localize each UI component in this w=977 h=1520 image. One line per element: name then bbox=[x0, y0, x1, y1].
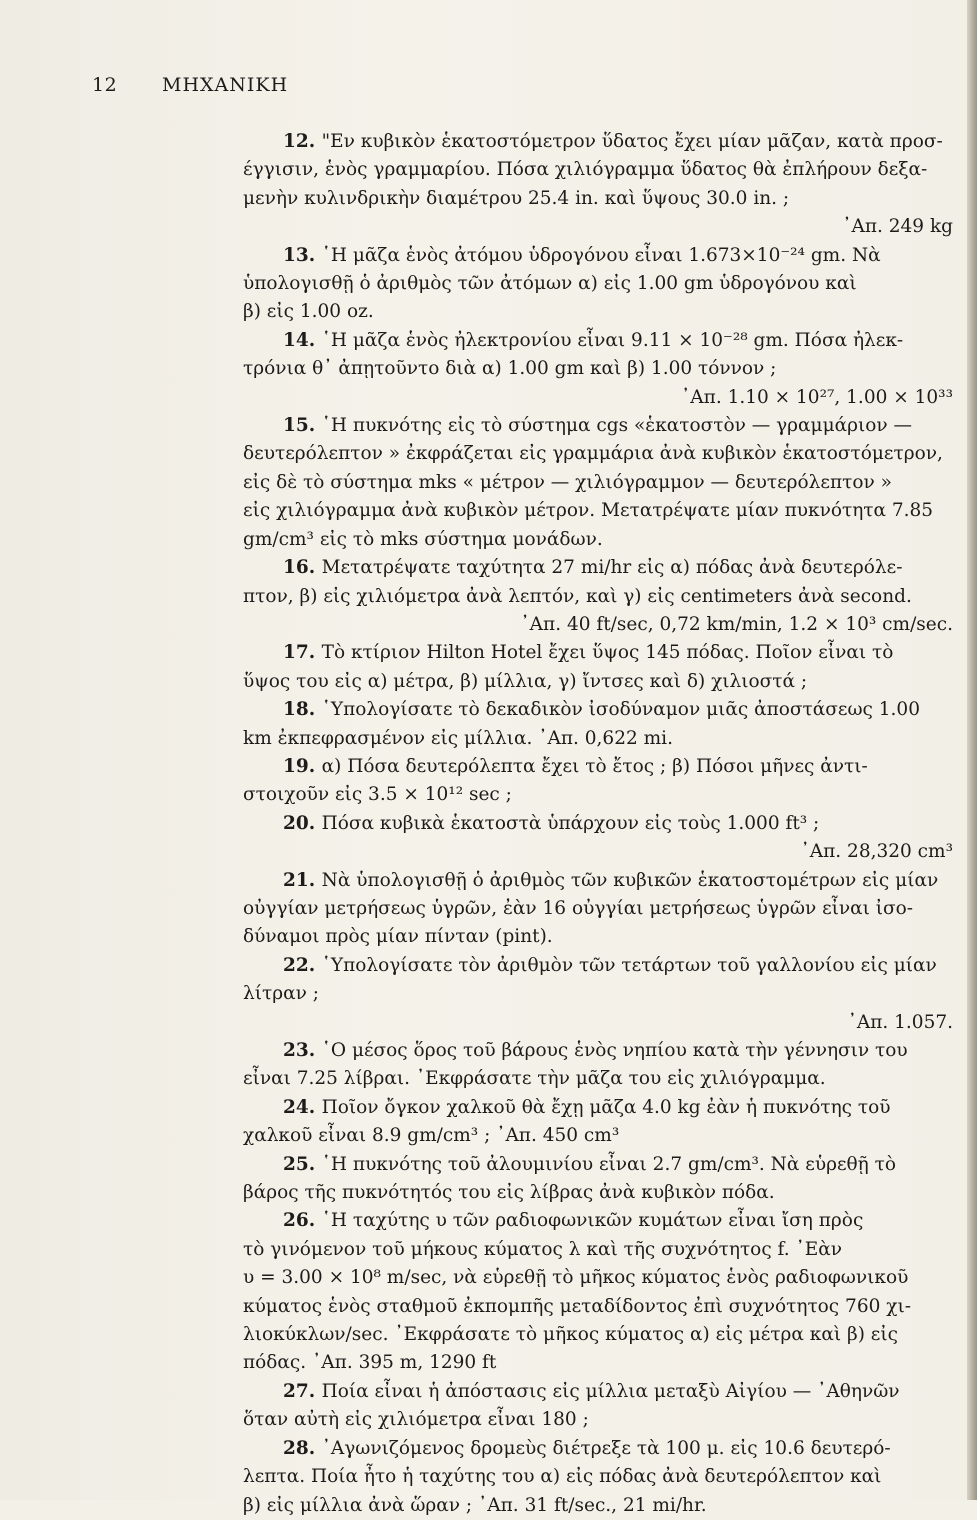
problem-item bbox=[243, 1151, 957, 1208]
problem-text: μενὴν κυλινδρικὴν διαμέτρου 25.4 in. καὶ ὕψους 30.0 in. ; bbox=[243, 187, 790, 209]
problem-item bbox=[243, 639, 957, 696]
problem-text: στοιχοῦν εἰς 3.5 × 10¹² sec ; bbox=[243, 784, 512, 806]
problem-text: "Εν κυβικὸν ἑκατοστόμετρον ὕδατος ἔχει μίαν μᾶζαν, κατὰ προσ- bbox=[321, 131, 943, 152]
problem-answer: ᾽Απ. 249 kg bbox=[842, 216, 953, 238]
problem-text-line bbox=[243, 1463, 957, 1491]
problem-item bbox=[243, 867, 957, 952]
problem-text: δύναμοι πρὸς μίαν πίνταν (pint). bbox=[243, 926, 553, 948]
problem-text: Ποία εἶναι ἡ ἀπόστασις εἰς μίλλια μεταξὺ Αἰγίου — ᾽Αθηνῶν bbox=[321, 1380, 900, 1402]
problem-text: υ = 3.00 × 10⁸ m/sec, νὰ εὑρεθῇ τὸ μῆκος κύματος ἑνὸς ραδιοφωνικοῦ bbox=[243, 1267, 909, 1289]
problem-text: λεπτα. Ποία ἦτο ἡ ταχύτης του α) εἰς πόδας ἀνὰ δευτερόλεπτον καὶ bbox=[243, 1466, 882, 1488]
problem-text-line bbox=[243, 810, 957, 838]
problem-answer: ᾽Απ. 1.10 × 10²⁷, 1.00 × 10³³ bbox=[681, 386, 953, 408]
problem-text-line bbox=[243, 526, 957, 554]
problem-text-line bbox=[243, 1435, 957, 1463]
page-header bbox=[92, 74, 952, 104]
problem-number: 22. bbox=[283, 954, 322, 976]
problem-item bbox=[243, 128, 957, 242]
problem-text-line bbox=[243, 440, 957, 468]
problem-text-line bbox=[243, 1151, 957, 1179]
problem-text: βάρος τῆς πυκνότητός του εἰς λίβρας ἀνὰ κυβικὸν πόδα. bbox=[243, 1182, 775, 1204]
problem-text-line bbox=[243, 668, 957, 696]
problem-item bbox=[243, 1094, 957, 1151]
problem-answer: ᾽Απ. 1.057. bbox=[847, 1011, 953, 1033]
problem-text: ᾽Αγωνιζόμενος δρομεὺς διέτρεξε τὰ 100 μ. εἰς 10.6 δευτερό- bbox=[321, 1437, 891, 1459]
problem-number: 24. bbox=[283, 1096, 322, 1118]
problem-text: ῾Ο μέσος ὅρος τοῦ βάρους ἑνὸς νηπίου κατὰ τὴν γέννησιν του bbox=[321, 1040, 908, 1061]
problem-text: α) Πόσα δευτερόλεπτα ἔχει τὸ ἔτος ; β) Πόσοι μῆνες ἀντι- bbox=[321, 755, 868, 777]
problem-number: 14. bbox=[283, 329, 322, 351]
problem-text-line bbox=[243, 1236, 957, 1264]
problem-number: 27. bbox=[283, 1380, 322, 1402]
problem-text: πόδας. ᾽Απ. 395 m, 1290 ft bbox=[243, 1352, 497, 1374]
problem-item bbox=[243, 1037, 957, 1094]
problem-text-line bbox=[243, 298, 957, 326]
problem-number: 16. bbox=[283, 557, 322, 579]
problem-text-line bbox=[243, 1378, 957, 1406]
problem-text-line bbox=[243, 696, 957, 724]
problem-text-line bbox=[243, 327, 957, 355]
problem-text-line bbox=[243, 412, 957, 440]
problem-text: έγγισιν, ἑνὸς γραμμαρίου. Πόσα χιλιόγραμμα ὕδατος θὰ ἐπλήρουν δεξα- bbox=[243, 159, 928, 181]
problem-text: ῾Η μᾶζα ἑνὸς ἀτόμου ὑδρογόνου εἶναι 1.673×10⁻²⁴ gm. Νὰ bbox=[321, 244, 881, 266]
problem-text-line bbox=[243, 128, 957, 156]
problem-text: ῾Υπολογίσατε τὸ δεκαδικὸν ἰσοδύναμον μιᾶς ἀποστάσεως 1.00 bbox=[321, 699, 920, 721]
problem-text: km ἐκπεφρασμένον εἰς μίλλια. ᾽Απ. 0,622 mi. bbox=[243, 727, 673, 749]
problem-text: εἰς δὲ τὸ σύστημα mks « μέτρον — χιλιόγραμμον — δευτερόλεπτον » bbox=[243, 471, 892, 493]
problem-text-line bbox=[243, 725, 957, 753]
problem-number: 19. bbox=[283, 755, 322, 777]
problem-answer: ᾽Απ. 28,320 cm³ bbox=[800, 841, 953, 863]
problem-text-line bbox=[243, 156, 957, 184]
problem-item bbox=[243, 753, 957, 810]
problem-item bbox=[243, 242, 957, 327]
problem-text: τὸ γινόμενον τοῦ μήκους κύματος λ καὶ τῆς συχνότητος f. ᾽Εὰν bbox=[243, 1238, 843, 1260]
problem-number: 15. bbox=[283, 415, 322, 437]
problem-number: 26. bbox=[283, 1210, 322, 1232]
problem-text: ὑπολογισθῇ ὁ ἀριθμὸς τῶν ἀτόμων α) εἰς 1.00 gm ὑδρογόνου καὶ bbox=[243, 273, 857, 295]
problem-number: 28. bbox=[283, 1437, 322, 1459]
problem-text-line bbox=[243, 583, 957, 611]
problems-list bbox=[243, 128, 957, 1520]
problem-text: β) εἰς μίλλια ἀνὰ ὥραν ; ᾽Απ. 31 ft/sec., 21 mi/hr. bbox=[243, 1494, 707, 1516]
problem-number: 25. bbox=[283, 1153, 322, 1175]
problem-text: εἶναι 7.25 λίβραι. ᾽Εκφράσατε τὴν μᾶζα του εἰς χιλιόγραμμα. bbox=[243, 1068, 826, 1090]
problem-text: ῾Η πυκνότης τοῦ ἀλουμινίου εἶναι 2.7 gm/cm³. Νὰ εὑρεθῇ τὸ bbox=[321, 1153, 896, 1175]
problem-item bbox=[243, 554, 957, 639]
problem-text: οὐγγίαν μετρήσεως ὑγρῶν, ἐὰν 16 οὐγγίαι μετρήσεως ὑγρῶν εἶναι ἰσο- bbox=[243, 897, 914, 919]
problem-text: ὅταν αὐτὴ εἰς χιλιόμετρα εἶναι 180 ; bbox=[243, 1409, 589, 1431]
problem-text: ὕψος του εἰς α) μέτρα, β) μίλλια, γ) ἴντσες καὶ δ) χιλιοστά ; bbox=[243, 670, 808, 692]
problem-number: 20. bbox=[283, 812, 322, 834]
problem-text: ῾Υπολογίσατε τὸν ἀριθμὸν τῶν τετάρτων τοῦ γαλλονίου εἰς μίαν bbox=[321, 954, 937, 976]
problem-text-line bbox=[243, 242, 957, 270]
problem-text-line bbox=[243, 1406, 957, 1434]
problem-text: Μετατρέψατε ταχύτητα 27 mi/hr εἰς α) πόδας ἀνὰ δευτερόλε- bbox=[321, 557, 903, 579]
problem-item bbox=[243, 1378, 957, 1435]
problem-text-line bbox=[243, 469, 957, 497]
problem-item bbox=[243, 327, 957, 412]
problem-text: δευτερόλεπτον » ἐκφράζεται εἰς γραμμάρια ἀνὰ κυβικὸν ἑκατοστόμετρον, bbox=[243, 443, 943, 465]
problem-text-line bbox=[243, 270, 957, 298]
problem-text: Νὰ ὑπολογισθῇ ὁ ἀριθμὸς τῶν κυβικῶν ἑκατοστομέτρων εἰς μίαν bbox=[321, 869, 939, 891]
problem-number: 12. bbox=[283, 131, 322, 152]
problem-text-line bbox=[243, 1122, 957, 1150]
page-title: ΜΗΧΑΝΙΚΗ bbox=[162, 74, 289, 96]
problem-text: gm/cm³ εἰς τὸ mks σύστημα μονάδων. bbox=[243, 528, 603, 550]
problem-text: τρόνια θ᾽ ἀπῃτοῦντο διὰ α) 1.00 gm καὶ β) 1.00 τόννον ; bbox=[243, 358, 777, 380]
problem-number: 13. bbox=[283, 244, 322, 266]
problem-number: 23. bbox=[283, 1040, 322, 1061]
problem-text-line bbox=[243, 1293, 957, 1321]
problem-text: λίτραν ; bbox=[243, 983, 319, 1005]
problem-text: Ποῖον ὄγκον χαλκοῦ θὰ ἔχῃ μᾶζα 4.0 kg ἐὰν ἡ πυκνότης τοῦ bbox=[321, 1096, 891, 1118]
problem-text: ῾Η ταχύτης υ τῶν ραδιοφωνικῶν κυμάτων εἶναι ἴση πρὸς bbox=[321, 1210, 864, 1232]
problem-text: πτον, β) εἰς χιλιόμετρα ἀνὰ λεπτόν, καὶ γ) εἰς centimeters ἀνὰ second. bbox=[243, 585, 912, 607]
problem-item bbox=[243, 412, 957, 554]
problem-text-line bbox=[243, 1094, 957, 1122]
problem-text-line bbox=[243, 1207, 957, 1235]
problem-number: 18. bbox=[283, 699, 322, 721]
problem-text-line bbox=[243, 923, 957, 951]
problem-text-line bbox=[243, 1349, 957, 1377]
problem-item bbox=[243, 952, 957, 1037]
problem-text-line bbox=[243, 639, 957, 667]
problem-text-line bbox=[243, 1264, 957, 1292]
problem-text-line bbox=[243, 554, 957, 582]
problem-text-line bbox=[243, 952, 957, 980]
problem-item bbox=[243, 696, 957, 753]
problem-item bbox=[243, 1435, 957, 1520]
page-number: 12 bbox=[92, 74, 118, 96]
problem-text-line bbox=[243, 1321, 957, 1349]
problem-text-line bbox=[243, 895, 957, 923]
problem-text-line bbox=[243, 980, 957, 1008]
problem-text: ῾Η μᾶζα ἑνὸς ἠλεκτρονίου εἶναι 9.11 × 10⁻²⁸ gm. Πόσα ἠλεκ- bbox=[321, 329, 904, 351]
problem-text: λιοκύκλων/sec. ᾽Εκφράσατε τὸ μῆκος κύματος α) εἰς μέτρα καὶ β) εἰς bbox=[243, 1324, 898, 1346]
problem-text: Πόσα κυβικὰ ἑκατοστὰ ὑπάρχουν εἰς τοὺς 1.000 ft³ ; bbox=[321, 812, 820, 834]
problem-text-line bbox=[243, 781, 957, 809]
problem-text-line bbox=[243, 185, 957, 213]
problem-text-line bbox=[243, 1179, 957, 1207]
problem-item bbox=[243, 1207, 957, 1377]
problem-text-line bbox=[243, 1492, 957, 1520]
problem-text: β) εἰς 1.00 oz. bbox=[243, 301, 374, 323]
problem-text-line bbox=[243, 1065, 957, 1093]
problem-text-line bbox=[243, 497, 957, 525]
problem-number: 17. bbox=[283, 642, 322, 664]
problem-text: ῾Η πυκνότης εἰς τὸ σύστημα cgs «ἑκατοστὸν — γραμμάριον — bbox=[321, 415, 912, 437]
problem-text: Τὸ κτίριον Hilton Hotel ἔχει ὕψος 145 πόδας. Ποῖον εἶναι τὸ bbox=[321, 642, 894, 664]
problem-item bbox=[243, 810, 957, 867]
problem-text: χαλκοῦ εἶναι 8.9 gm/cm³ ; ᾽Απ. 450 cm³ bbox=[243, 1125, 620, 1147]
problem-text-line bbox=[243, 355, 957, 383]
problem-text-line bbox=[243, 867, 957, 895]
problem-answer: ᾽Απ. 40 ft/sec, 0,72 km/min, 1.2 × 10³ cm/sec. bbox=[520, 613, 953, 635]
problem-text-line bbox=[243, 1037, 957, 1065]
problem-number: 21. bbox=[283, 869, 322, 891]
page-binding-edge bbox=[967, 0, 977, 1500]
problem-text-line bbox=[243, 753, 957, 781]
problem-text: εἰς χιλιόγραμμα ἀνὰ κυβικὸν μέτρον. Μετατρέψατε μίαν πυκνότητα 7.85 bbox=[243, 500, 934, 522]
problem-text: κύματος ἑνὸς σταθμοῦ ἐκπομπῆς μεταδίδοντος ἐπὶ συχνότητος 760 χι- bbox=[243, 1295, 911, 1317]
